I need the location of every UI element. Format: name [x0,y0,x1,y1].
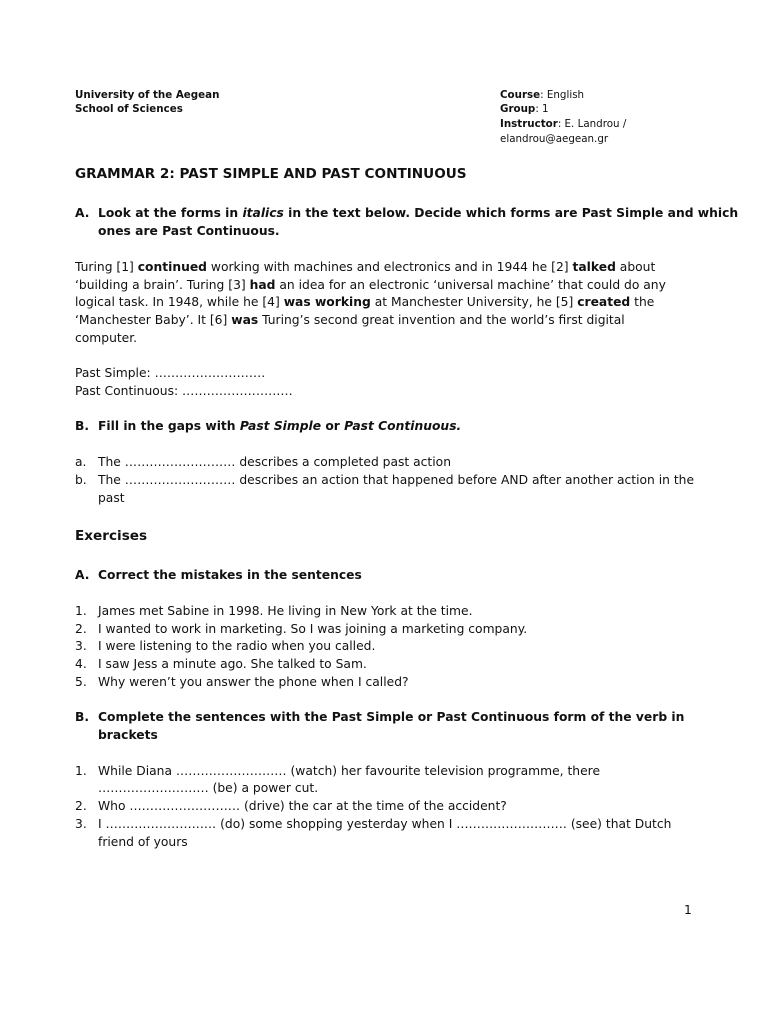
list-item-number: 4. [75,657,87,671]
exercise-a-title: Correct the mistakes in the sentences [98,568,362,582]
passage-text: working with machines and electronics and in 1944 he [2] [207,260,573,274]
list-item-number: 2. [75,799,87,813]
verb-form: talked [572,260,616,274]
passage-line [75,276,666,294]
course-line [500,88,584,102]
instruction-italic: italics [242,206,284,220]
page-number: 1 [684,903,692,917]
exercise-b-title: Complete the sentences with the Past Simple or Past Continuous form of the verb in [98,710,685,724]
item-b-label: b. [75,473,87,487]
list-item-number: 1. [75,604,87,618]
exercises-heading: Exercises [75,528,148,544]
instruction-text: or [321,419,345,433]
list-item: Who ……………………… (drive) the car at the time of the accident? [98,799,507,813]
school-name: School of Sciences [75,103,183,115]
list-item: James met Sabine in 1998. He living in New York at the time. [98,604,473,618]
past-continuous-answer: Past Continuous: ……………………… [75,384,293,398]
verb-form: continued [137,260,207,274]
verb-form: created [577,295,631,309]
past-simple-answer: Past Simple: ……………………… [75,366,266,380]
instruction-text: Look at the forms in [98,206,243,220]
item-a-label: a. [75,455,87,469]
passage-line: computer. [75,331,138,345]
list-item-number: 2. [75,622,87,636]
section-a-instruction-line2: ones are Past Continuous. [98,224,280,238]
group-line [500,102,549,116]
exercise-b-label: B. [75,710,90,724]
exercise-a-label: A. [75,568,90,582]
section-b-label: B. [75,419,90,433]
passage-text: Turing [1] [75,260,138,274]
list-item-number: 3. [75,639,87,653]
passage-line [75,258,655,276]
verb-form: was working [283,295,371,309]
list-item-number: 5. [75,675,87,689]
instructor-line [500,117,626,131]
group-label: Group [500,103,536,115]
passage-text: an idea for an electronic ‘universal machine’ that could do any [275,278,666,292]
passage-line [75,311,625,329]
list-item: I saw Jess a minute ago. She talked to Sam. [98,657,367,671]
list-item: While Diana ……………………… (watch) her favourite television programme, there [98,764,601,778]
list-item: Why weren’t you answer the phone when I called? [98,675,409,689]
list-item-continuation: ……………………… (be) a power cut. [98,781,319,795]
item-a-text: The ……………………… describes a completed past action [98,455,451,469]
instructor-email: elandrou@aegean.gr [500,133,609,145]
list-item-number: 3. [75,817,87,831]
instruction-text: Fill in the gaps with [98,419,240,433]
passage-text: ‘building a brain’. Turing [3] [75,278,250,292]
item-b-text: The ……………………… describes an action that happened before AND after another action in the [98,473,695,487]
instruction-italic: Past Continuous. [344,419,462,433]
passage-text: at Manchester University, he [5] [370,295,578,309]
section-b-instruction [98,417,461,435]
passage-text: Turing’s second great invention and the world’s first digital [258,313,625,327]
page-title: GRAMMAR 2: PAST SIMPLE AND PAST CONTINUOUS [75,166,467,182]
section-a-label: A. [75,206,90,220]
course-label: Course [500,89,541,101]
list-item-number: 1. [75,764,87,778]
passage-text: the [630,295,655,309]
university-name: University of the Aegean [75,89,220,101]
verb-form: had [249,278,276,292]
list-item: I wanted to work in marketing. So I was joining a marketing company. [98,622,528,636]
list-item: I were listening to the radio when you called. [98,639,376,653]
passage-text: logical task. In 1948, while he [4] [75,295,284,309]
instruction-text: in the text below. Decide which forms are Past Simple and which [283,206,739,220]
exercise-b-title-line2: brackets [98,728,158,742]
list-item-continuation: friend of yours [98,835,188,849]
instructor-value: : E. Landrou / [557,118,627,130]
passage-text: ‘Manchester Baby’. It [6] [75,313,232,327]
item-b-text-line2: past [98,491,125,505]
section-a-instruction [98,204,738,222]
group-value: : 1 [535,103,549,115]
course-value: : English [540,89,585,101]
instructor-label: Instructor [500,118,558,130]
passage-line [75,293,654,311]
instruction-italic: Past Simple [239,419,322,433]
passage-text: about [615,260,656,274]
verb-form: was [231,313,259,327]
list-item: I ……………………… (do) some shopping yesterday when I ……………………… (see) that Dutch [98,817,672,831]
